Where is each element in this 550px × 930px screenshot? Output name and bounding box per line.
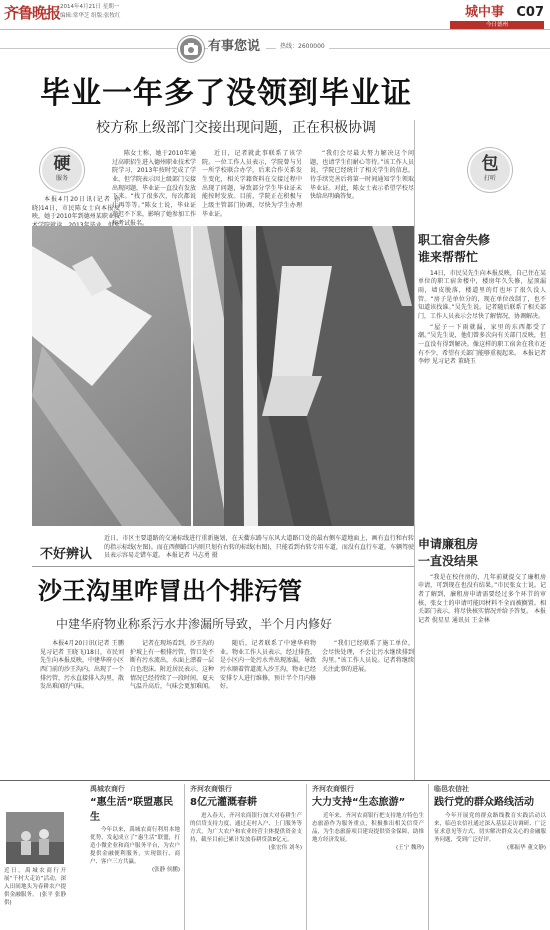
inquiry-badge-label: 打听 (483, 175, 496, 183)
farm-photo (6, 812, 64, 864)
bottom-story-4 (434, 784, 546, 930)
right-column-story-1 (418, 232, 546, 532)
pipe-column-2: 记者在现场看到，沙王沟的护坡上有一根排污管，管口处不断有污水流出，水面上漂着一层白色泡沫。附近居民表示，这种情况已经持续了一段时间，夏天气温升高后，气味会更加难闻。 (130, 640, 215, 691)
pipe-subheadline: 中建华府物业称系污水井渗漏所导致，半个月内修好 (56, 617, 333, 631)
hotline-band (0, 32, 550, 62)
pipe-headline: 沙王沟里咋冒出个排污管 (38, 577, 302, 605)
service-badge-char: 硬 (53, 154, 71, 175)
lead-headline: 毕业一年多了没领到毕业证 (40, 76, 412, 111)
bottom-rule-2 (306, 784, 307, 930)
bottom-story-2-tag: 齐河农商银行 (190, 785, 232, 793)
bottom-story-1-body: 今年以来，禹城农商行利用本地优势，发起成立了“惠生活”联盟，打造小微企业和商户服务平台，为农户提供金融便利服务，实现银行、商户、客户三方共赢。 (90, 827, 180, 866)
bottom-story-3-credit: (王宁 魏珍) (395, 844, 424, 851)
section-divider (32, 566, 414, 567)
service-badge (40, 148, 84, 192)
bottom-story-2-credit: (张宏伟 刘冬) (268, 844, 302, 851)
hotline-number: 热线：2600000 (276, 43, 329, 52)
lead-column-4: “我们会尽最大努力解决这个问题，也请学生们耐心等待。”该工作人员说，学院已经统计了相关学生的信息，待手续完善后将第一时间通知学生领取毕业证。对此，陈女士表示希望学校尽快给出明确答复。 (310, 150, 414, 201)
newspaper-logo: 齐鲁晚报 (4, 4, 61, 22)
hotline-title: 有事您说 (208, 38, 266, 57)
bottom-story-4-headline: 践行党的群众路线活动 (434, 797, 534, 809)
bottom-divider (0, 780, 550, 781)
road-photo (32, 226, 414, 526)
right-column-story-2 (418, 536, 546, 780)
bottom-story-3 (312, 784, 424, 930)
issue-date: 2014年4月21日 星期一 (60, 4, 120, 10)
pipe-column-4: “我们已经联系了施工单位，会尽快处理，不会让污水继续排到沟里。”该工作人员说。记者将继续关注此事的进展。 (322, 640, 414, 674)
lead-column-2: 陈女士称，她于2010年通过高职招生进入德州职业技术学院学习，2013年按时完成了学业，但学院表示因上级部门交接出现问题，毕业证一直没有发放下来。“找了很多次，每次都说让再等等。”陈女士说，毕业证迟迟不下来，影响了她参加工作和考试报名。 (112, 150, 197, 227)
masthead (0, 0, 550, 30)
photo-split (191, 226, 193, 526)
right-headline-4: 一直没结果 (418, 553, 479, 568)
right-body-3: “我是在校住房的，几年前就提交了廉租房申请，可到现在也没有结果。”市民张女士说。记者了解到，廉租房申请需要经过多个环节的审核，张女士的申请可能因材料不全而被搁置。相关部门表示，将尽快核实情况并给予答复。 本报记者 倪星星 通讯员 王金林 (418, 573, 546, 625)
pipe-column-3: 随后，记者联系了中建华府物业。物业工作人员表示，经过排查，是小区内一处污水井出现渗漏，导致污水顺着管道流入沙王沟，物业已经安排专人进行维修，预计半个月内修好。 (220, 640, 317, 691)
bottom-story-1 (90, 784, 180, 930)
right-headline-1: 职工宿舍失修 (418, 233, 491, 247)
bottom-story-2-body: 进入春天，齐河农商银行加大对春耕生产的信贷支持力度，通过走村入户、上门服务等方式，为广大农户和农业经营主体提供资金支持，截至目前已累计发放春耕贷款8亿元。 (190, 812, 302, 843)
right-body-1: 14日，市民吴先生向本报反映，自己住在某单位的职工宿舍楼中，楼房年久失修，屋顶漏雨，墙皮脱落，楼道里的灯也坏了很久没人管。“房子是单位分的，现在单位改制了，也不知道该找谁。”吴先生说。记者随后联系了相关部门，工作人员表示会尽快了解情况，协调解决。 (418, 269, 546, 321)
service-badge-label: 服务 (55, 175, 68, 183)
bottom-story-4-tag: 临邑农信社 (434, 785, 469, 793)
editor-credit: 编辑:常华芝 组版:张牧红 (60, 13, 121, 19)
right-body-2: “屋子一下雨就漏，家里的东西都受了潮。”吴先生说，他们曾多次向有关部门反映，但一直没有得到解决。像这样的职工宿舍在我市还有不少，希望有关部门能够重视起来。 本报记者 李婷 见习记者 董晓玉 (418, 323, 546, 366)
lead-subheadline: 校方称上级部门交接出现问题，正在积极协调 (96, 120, 376, 136)
camera-icon (178, 36, 204, 62)
right-headline-2: 谁来帮帮忙 (418, 249, 479, 264)
bottom-story-3-headline: 大力支持“生态旅游” (312, 797, 406, 809)
lead-column-3: 近日，记者就此事联系了该学院。一位工作人员表示，学院曾与另一所学校联合办学，后来合作关系发生变化，相关学籍资料在交接过程中出现了问题，导致部分学生毕业证未能按时发放。目前，学院正在积极与上级主管部门协调，尽快为学生办理毕业证。 (202, 150, 302, 218)
page-number: C07 (516, 5, 544, 20)
right-headline-3: 申请廉租房 (418, 537, 479, 551)
bottom-story-2 (190, 784, 302, 930)
road-caption: 近日，市区主要道路的交通标线进行重新施划，在天衢东路与东风大道路口处的最右侧车道地面上，画有直行和右转的指示标线(左图)。而在西侧路口内则只划有右转的标线(右图)，只能看到右转专用车道，而没有直行车道，车辆驾驶员表示容易走错车道。 本报记者 马志勇 摄 (104, 535, 414, 560)
bottom-story-4-credit: (邢振华 董文静) (506, 844, 546, 851)
bottom-story-3-tag: 齐河农商银行 (312, 785, 354, 793)
bottom-story-2-headline: 8亿元灌溉春耕 (190, 797, 257, 809)
bottom-rule-1 (184, 784, 185, 930)
farm-caption: 近日，禹城农商行开展“千村大走访”活动，深入田间地头为春耕农户提供金融服务。 (张平 张静供) (4, 868, 66, 906)
right-column-rule (414, 120, 415, 780)
inquiry-badge-char: 包 (481, 154, 499, 175)
bottom-story-3-body: 近年来，齐河农商银行把支持地方特色生态旅游作为服务重点，积极推出相关信贷产品，为生态旅游项目建设提供资金保障，助推地方经济发展。 (312, 812, 424, 843)
bottom-rule-3 (428, 784, 429, 930)
lead-column-1: 本报4月20日讯(记者 孙晓)14日，市民陈女士向本报反映，她于2010年到德州某职业技 (32, 196, 120, 221)
bottom-story-4-body: 今年开展党的群众路线教育实践活动以来，临邑农信社通过深入基层走访调研、广泛征求意见等方式，切实解决群众关心的金融服务问题，受到广泛好评。 (434, 812, 546, 843)
bottom-story-1-tag: 禹城农商行 (90, 785, 125, 793)
bottom-story-1-headline: “惠生活”联盟惠民生 (90, 797, 174, 823)
hotline-rule (0, 48, 550, 49)
section-name: 城中事 (464, 5, 504, 20)
pipe-column-1: 本报4月20日讯(记者 王鹏 见习记者 王晓飞)18日，市民刘先生向本报反映，中建华府小区西门前的沙王沟内，出现了一个排污管，污水直接排入沟里，散发出难闻的气味。 (40, 640, 125, 691)
section-subtitle: 今日德州 (450, 21, 544, 29)
inquiry-badge (468, 148, 512, 192)
bottom-story-1-credit: (张静 侯鹏) (151, 866, 180, 873)
road-headline: 不好辨认 (40, 547, 93, 562)
